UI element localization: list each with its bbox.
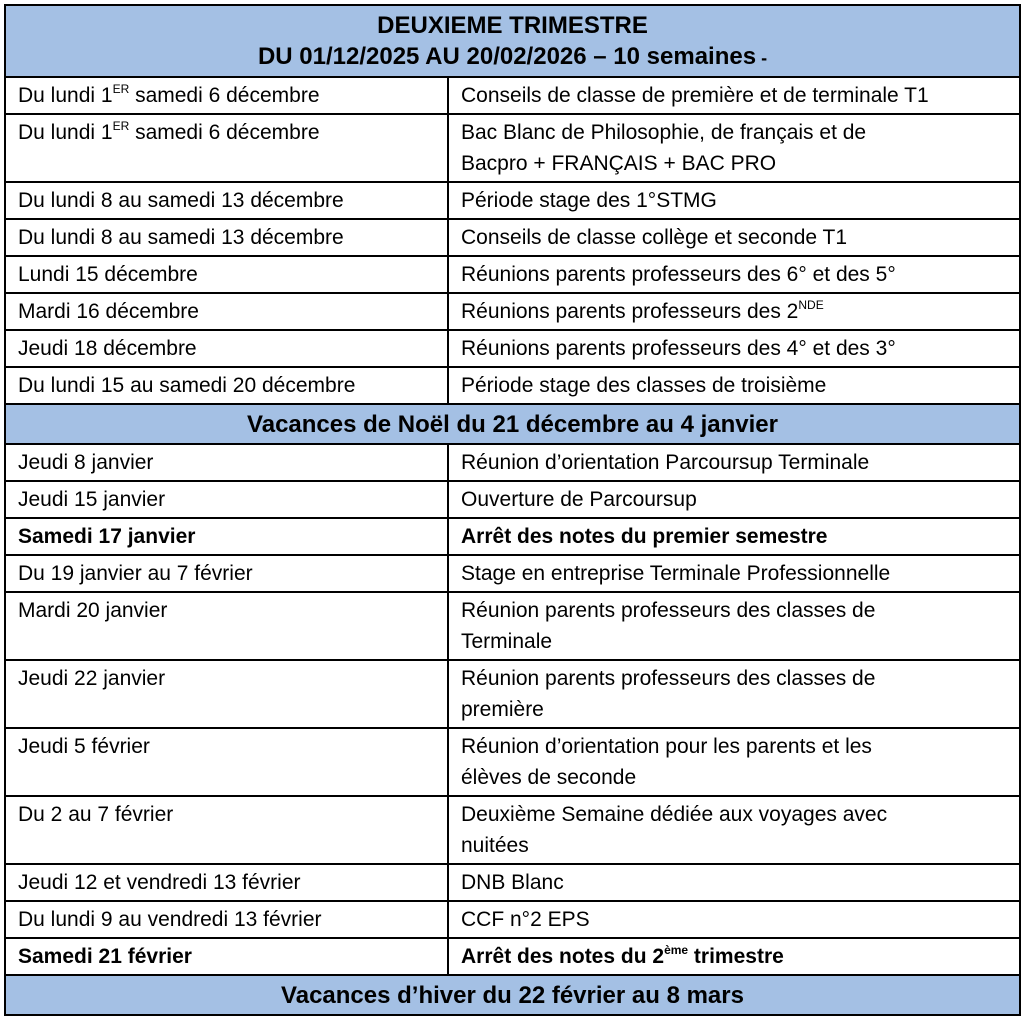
table-row [5,481,1020,518]
table-row [5,796,1020,864]
section-heading-hiver: Vacances d’hiver du 22 février au 8 mars [5,975,1020,1015]
row-date: Du lundi 1ER samedi 6 décembre [5,77,448,114]
table-row [5,182,1020,219]
row-event: Réunion parents professeurs des classes de première [448,660,1020,728]
table-row [5,728,1020,796]
row-date: Du lundi 8 au samedi 13 décembre [5,182,448,219]
row-date: Du 19 janvier au 7 février [5,555,448,592]
row-date: Jeudi 15 janvier [5,481,448,518]
row-date: Du lundi 9 au vendredi 13 février [5,901,448,938]
row-event: Stage en entreprise Terminale Professionnelle [448,555,1020,592]
row-event: Arrêt des notes du 2ème trimestre [448,938,1020,975]
row-date: Lundi 15 décembre [5,256,448,293]
table-row [5,330,1020,367]
row-date: Du lundi 15 au samedi 20 décembre [5,367,448,404]
table-row [5,660,1020,728]
row-date: Jeudi 5 février [5,728,448,796]
table-row [5,367,1020,404]
row-event: Bac Blanc de Philosophie, de français et de Bacpro + FRANÇAIS + BAC PRO [448,114,1020,182]
table-row [5,293,1020,330]
row-date: Samedi 17 janvier [5,518,448,555]
row-event: Période stage des classes de troisième [448,367,1020,404]
row-event: Réunion d’orientation pour les parents et les élèves de seconde [448,728,1020,796]
row-event: Conseils de classe collège et seconde T1 [448,219,1020,256]
table-row [5,114,1020,182]
table-row [5,864,1020,901]
row-event: Réunion parents professeurs des classes de Terminale [448,592,1020,660]
row-date: Samedi 21 février [5,938,448,975]
row-event: DNB Blanc [448,864,1020,901]
section-row [5,975,1020,1015]
row-event: CCF n°2 EPS [448,901,1020,938]
trimester-dates: DU 01/12/2025 AU 20/02/2026 – 10 semaines - [257,43,768,70]
table-row [5,219,1020,256]
row-event: Réunions parents professeurs des 2NDE [448,293,1020,330]
row-date: Du 2 au 7 février [5,796,448,864]
table-row [5,555,1020,592]
section-heading-noel: Vacances de Noël du 21 décembre au 4 janvier [5,404,1020,444]
row-date: Mardi 16 décembre [5,293,448,330]
row-event: Réunions parents professeurs des 4° et des 3° [448,330,1020,367]
table-row-highlight [5,938,1020,975]
row-date: Du lundi 1ER samedi 6 décembre [5,114,448,182]
table-row [5,592,1020,660]
table-row-highlight [5,518,1020,555]
row-event: Arrêt des notes du premier semestre [448,518,1020,555]
row-event: Deuxième Semaine dédiée aux voyages avec nuitées [448,796,1020,864]
row-event: Conseils de classe de première et de terminale T1 [448,77,1020,114]
row-event: Période stage des 1°STMG [448,182,1020,219]
trimester-header [5,5,1020,77]
row-date: Mardi 20 janvier [5,592,448,660]
table-row [5,901,1020,938]
row-event: Réunions parents professeurs des 6° et des 5° [448,256,1020,293]
row-event: Ouverture de Parcoursup [448,481,1020,518]
table-row [5,444,1020,481]
row-date: Jeudi 8 janvier [5,444,448,481]
row-event: Réunion d’orientation Parcoursup Terminale [448,444,1020,481]
row-date: Jeudi 22 janvier [5,660,448,728]
trimester-title: DEUXIEME TRIMESTRE [377,12,648,39]
table-row [5,77,1020,114]
row-date: Jeudi 18 décembre [5,330,448,367]
trimester-header-row [5,5,1020,77]
row-date: Jeudi 12 et vendredi 13 février [5,864,448,901]
table-row [5,256,1020,293]
section-row [5,404,1020,444]
row-date: Du lundi 8 au samedi 13 décembre [5,219,448,256]
calendar-table [4,4,1021,1016]
